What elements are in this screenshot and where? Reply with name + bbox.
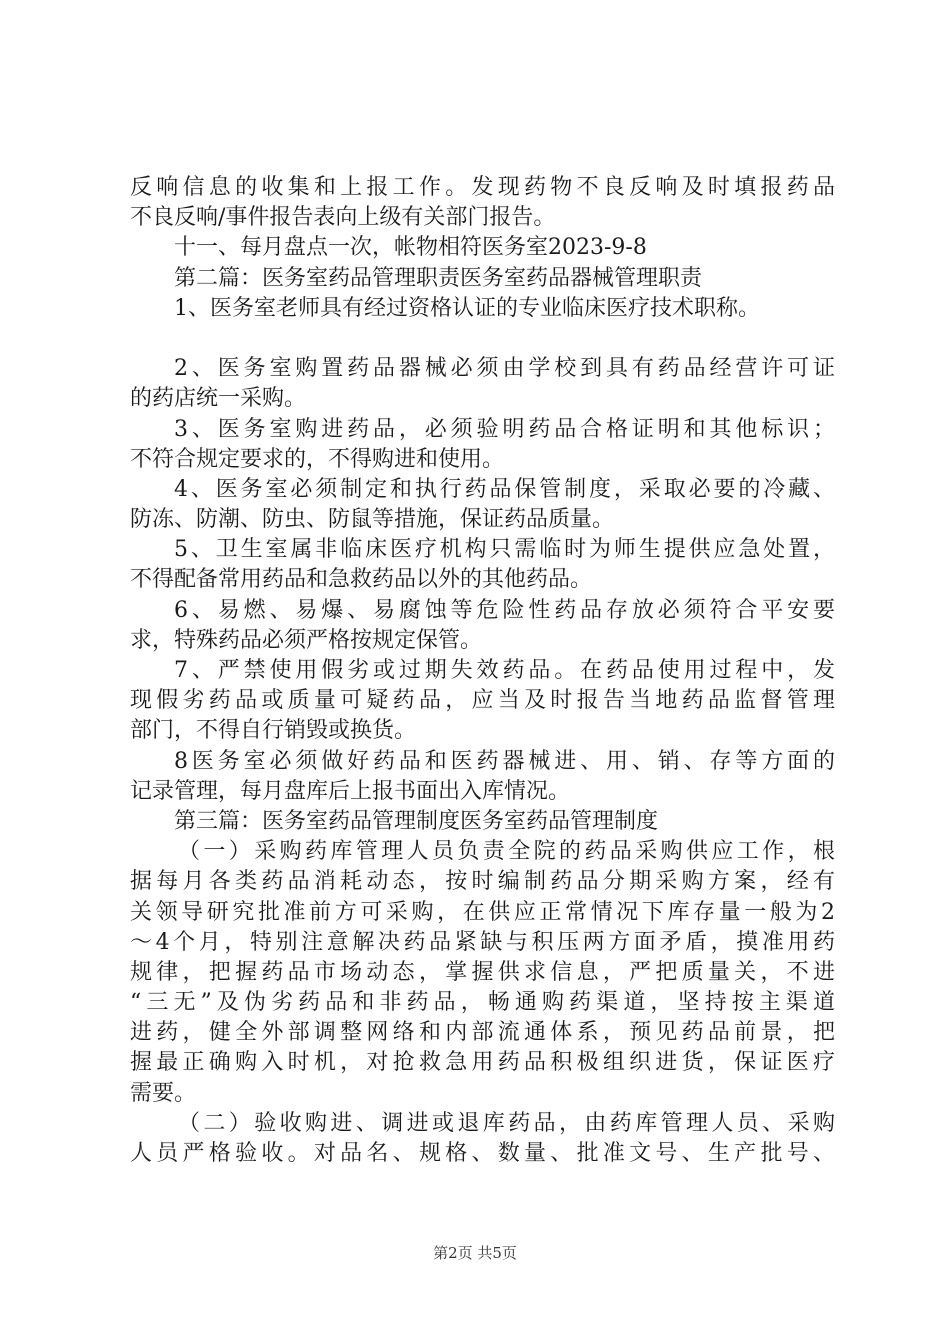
text-line: 记录管理，每月盘库后上报书面出入库情况。 xyxy=(130,778,571,804)
text-line: 握最正确购入时机，对抢救急用药品积极组织进货，保证医疗 xyxy=(130,1050,835,1076)
text-line: 不得配备常用药品和急救药品以外的其他药品。 xyxy=(130,567,593,593)
text-line: （一）采购药库管理人员负责全院的药品采购供应工作，根 xyxy=(178,839,835,865)
text-line: 7、严禁使用假劣或过期失效药品。在药品使用过程中，发 xyxy=(174,658,835,683)
text-line: 5、卫生室属非临床医疗机构只需临时为师生提供应急处置， xyxy=(174,537,835,563)
text-line: 6、易燃、易爆、易腐蚀等危险性药品存放必须符合平安要 xyxy=(174,597,835,623)
text-line: （二）验收购进、调进或退库药品，由药库管理人员、采购 xyxy=(178,1110,835,1136)
text-line: 据每月各类药品消耗动态，按时编制药品分期采购方案，经有 xyxy=(130,869,835,895)
text-line: 不符合规定要求的，不得购进和使用。 xyxy=(130,446,505,472)
text-line: 部门，不得自行销毁或换货。 xyxy=(130,718,417,744)
text-line: 规律，把握药品市场动态，掌握供求信息，严把质量关，不进 xyxy=(130,959,835,985)
text-line: 2、医务室购置药品器械必须由学校到具有药品经营许可证 xyxy=(174,356,835,382)
text-line: 防冻、防潮、防虫、防鼠等措施，保证药品质量。 xyxy=(130,507,615,533)
section-heading: 第二篇：医务室药品管理职责医务室药品器械管理职责 xyxy=(174,265,703,291)
text-line: ～4个月，特别注意解决药品紧缺与积压两方面矛盾，摸准用药 xyxy=(130,929,835,955)
text-line: 3、医务室购进药品，必须验明药品合格证明和其他标识； xyxy=(174,416,835,442)
text-line: 现假劣药品或质量可疑药品，应当及时报告当地药品监督管理 xyxy=(130,688,835,714)
blank-line xyxy=(130,324,835,354)
text-line: 1、医务室老师具有经过资格认证的专业临床医疗技术职称。 xyxy=(174,295,760,321)
document-body xyxy=(130,173,835,1169)
text-line: 不良反响/事件报告表向上级有关部门报告。 xyxy=(130,205,556,231)
text-line: 进药，健全外部调整网络和内部流通体系，预见药品前景，把 xyxy=(130,1020,835,1046)
text-line: 十一、每月盘点一次，帐物相符医务室2023-9-8 xyxy=(174,235,647,261)
section-heading: 第三篇：医务室药品管理制度医务室药品管理制度 xyxy=(174,808,659,834)
text-line: “三无”及伪劣药品和非药品，畅通购药渠道，坚持按主渠道 xyxy=(130,990,835,1016)
text-line: 需要。 xyxy=(130,1080,197,1106)
text-line: 反响信息的收集和上报工作。发现药物不良反响及时填报药品 xyxy=(130,175,835,200)
text-line: 人员严格验收。对品名、规格、数量、批准文号、生产批号、 xyxy=(130,1141,835,1166)
text-line: 的药店统一采购。 xyxy=(130,386,307,412)
text-line: 关领导研究批准前方可采购，在供应正常情况下库存量一般为2 xyxy=(130,899,835,925)
text-line: 4、医务室必须制定和执行药品保管制度，采取必要的冷藏、 xyxy=(174,476,835,502)
text-line: 求，特殊药品必须严格按规定保管。 xyxy=(130,627,483,653)
page-number-footer: 第2页 共5页 xyxy=(433,1244,517,1262)
text-line: 8医务室必须做好药品和医药器械进、用、销、存等方面的 xyxy=(174,748,835,774)
